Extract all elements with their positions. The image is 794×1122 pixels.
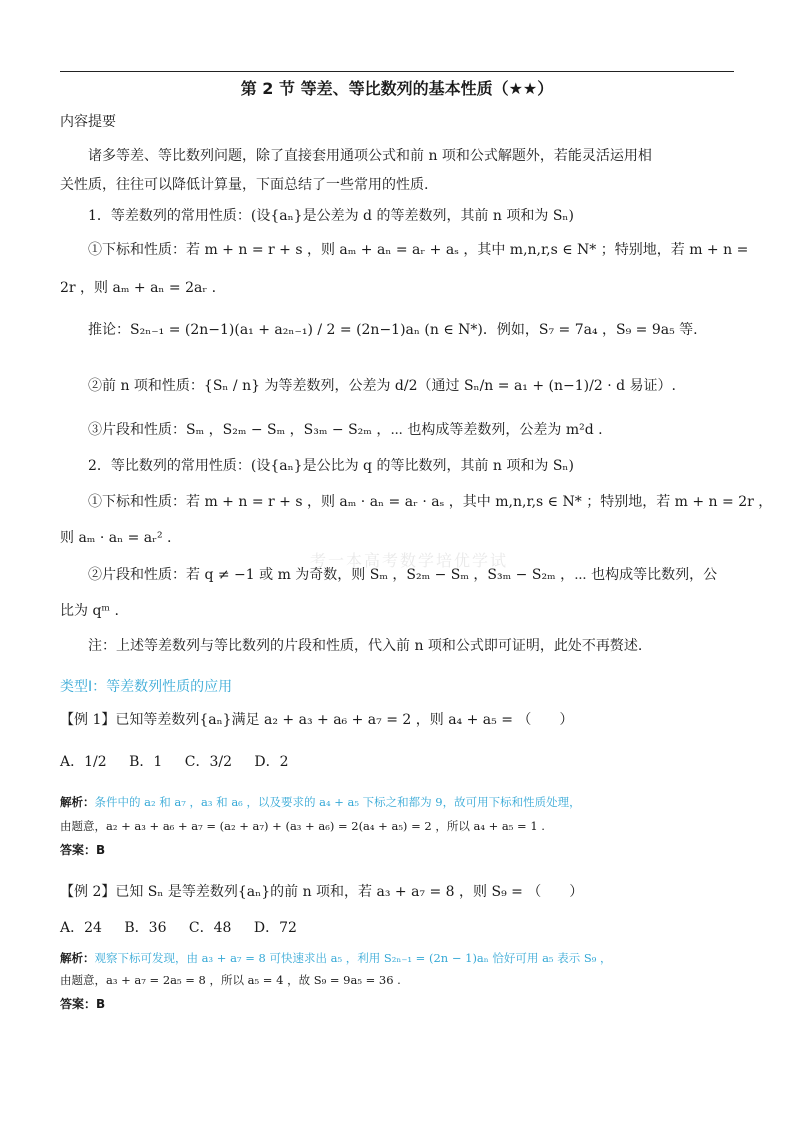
analysis-text: 条件中的 a₂ 和 a₇ ，a₃ 和 a₆ ，以及要求的 a₄ + a₅ 下标之和都为 9，故可用下标和性质处理， [94, 795, 581, 809]
intro-line-1: 诸多等差、等比数列问题，除了直接套用通项公式和前 n 项和公式解题外，若能灵活运用相 [88, 148, 652, 164]
intro-line-2: 关性质，往往可以降低计算量，下面总结了一些常用的性质. [60, 177, 429, 193]
item1-property-2: ②前 n 项和性质：{Sₙ / n} 为等差数列，公差为 d/2（通过 Sₙ/n = a₁ + (n−1)/2 · d 易证）. [88, 378, 676, 394]
watermark: 考一本高考数学培优学试 [310, 551, 509, 570]
item1-title: 1．等差数列的常用性质：(设{aₙ}是公差为 d 的等差数列，其前 n 项和为 Sₙ) [88, 208, 574, 224]
analysis-label: 解析： [60, 795, 95, 809]
item1-property-1a: ①下标和性质：若 m + n = r + s ，则 aₘ + aₙ = aᵣ + aₛ ，其中 m,n,r,s ∈ N* ；特别地，若 m + n = [88, 242, 749, 258]
example1-analysis-line-1 [60, 794, 581, 810]
item1-property-3: ③片段和性质：Sₘ ，S₂ₘ − Sₘ ，S₃ₘ − S₂ₘ ，⋯ 也构成等差数列，公差为 m²d . [88, 422, 603, 438]
item2-property-2b: 比为 qᵐ . [60, 603, 119, 619]
summary-heading: 内容提要 [60, 114, 116, 130]
example2-analysis-line-1 [60, 950, 612, 966]
example1-answer: 答案：B [60, 843, 106, 857]
example1-options: A．1/2 B．1 C．3/2 D．2 [60, 754, 289, 770]
type1-title: 类型Ⅰ：等差数列性质的应用 [60, 679, 233, 695]
example2-answer: 答案：B [60, 997, 106, 1011]
example2-options: A．24 B．36 C．48 D．72 [60, 920, 297, 936]
example1-stem: 【例 1】已知等差数列{aₙ}满足 a₂ + a₃ + a₆ + a₇ = 2 ，则 a₄ + a₅ = （ ） [60, 712, 574, 728]
summary-note: 注：上述等差数列与等比数列的片段和性质，代入前 n 项和公式即可证明，此处不再赘述. [88, 638, 643, 654]
example2-analysis-line-2: 由题意，a₃ + a₇ = 2a₅ = 8 ，所以 a₅ = 4 ，故 S₉ = 9a₅ = 36 . [60, 973, 401, 987]
item2-property-1b: 则 aₘ · aₙ = aᵣ² . [60, 530, 172, 546]
item2-title: 2．等比数列的常用性质：(设{aₙ}是公比为 q 的等比数列，其前 n 项和为 Sₙ) [88, 458, 574, 474]
item1-property-1b: 2r ，则 aₘ + aₙ = 2aᵣ . [60, 280, 217, 296]
analysis-label: 解析： [60, 951, 95, 965]
item1-corollary: 推论：S₂ₙ₋₁ = (2n−1)(a₁ + a₂ₙ₋₁) / 2 = (2n−1)aₙ (n ∈ N*)．例如，S₇ = 7a₄ ，S₉ = 9a₅ 等. [88, 322, 698, 338]
example2-stem: 【例 2】已知 Sₙ 是等差数列{aₙ}的前 n 项和，若 a₃ + a₇ = 8 ，则 S₉ = （ ） [60, 884, 584, 900]
item2-property-1a: ①下标和性质：若 m + n = r + s ，则 aₘ · aₙ = aᵣ · aₛ ，其中 m,n,r,s ∈ N* ；特别地，若 m + n = 2r ， [88, 494, 773, 510]
example1-analysis-line-2: 由题意，a₂ + a₃ + a₆ + a₇ = (a₂ + a₇) + (a₃ + a₆) = 2(a₄ + a₅) = 2 ，所以 a₄ + a₅ = 1 . [60, 819, 545, 833]
top-rule [60, 71, 734, 72]
analysis-text: 观察下标可发现，由 a₃ + a₇ = 8 可快速求出 a₅ ，利用 S₂ₙ₋₁ = (2n − 1)aₙ 恰好可用 a₅ 表示 S₉ ， [94, 951, 612, 965]
page-title: 第 2 节 等差、等比数列的基本性质（★★） [240, 79, 554, 98]
item2-property-2a: ②片段和性质：若 q ≠ −1 或 m 为奇数，则 Sₘ ，S₂ₘ − Sₘ ，S₃ₘ − S₂ₘ ，⋯ 也构成等比数列，公 [88, 567, 718, 583]
